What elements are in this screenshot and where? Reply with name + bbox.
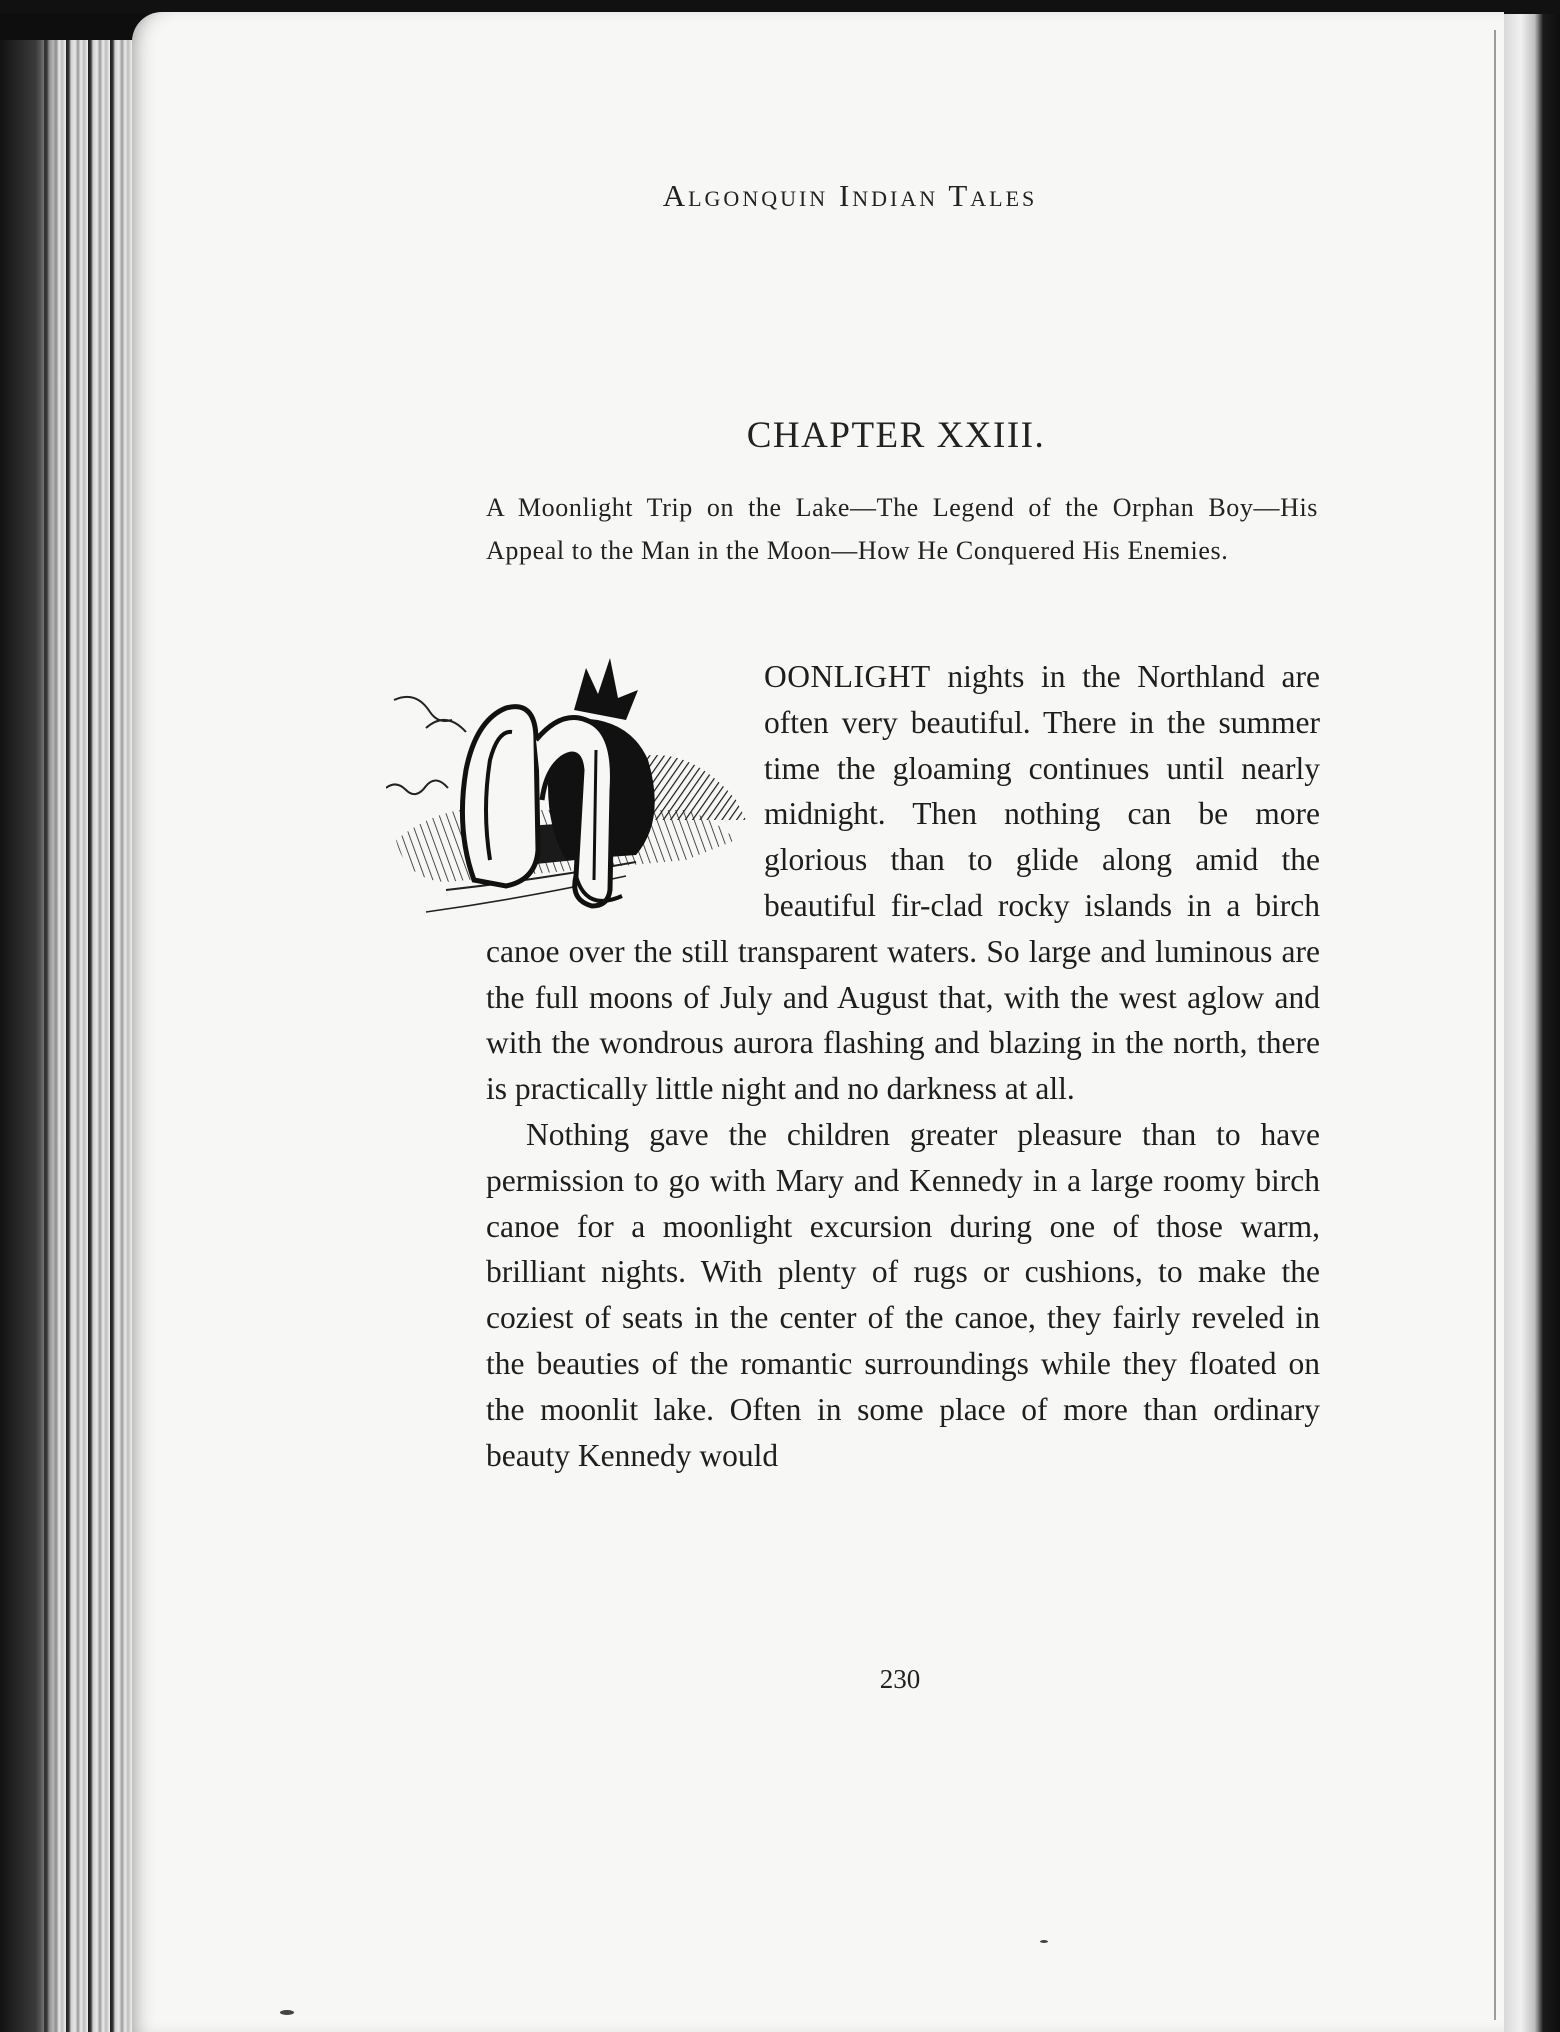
page-number: 230 <box>879 1664 921 1694</box>
chapter-title: CHAPTER XXIII. <box>746 415 1046 456</box>
binding-shadow <box>0 40 60 2032</box>
right-page-edge <box>1504 14 1560 2032</box>
paper-speck <box>1040 1940 1048 1943</box>
dropcap-illustration <box>386 650 756 928</box>
dropcap-m-icon <box>386 650 756 920</box>
dropcap-continuation: OONLIGHT <box>764 659 931 694</box>
paper-speck <box>280 2010 294 2015</box>
paragraph-2: Nothing gave the children greater pleasure than to have permission to go with Mary and Kennedy in a large roomy birch canoe for a moonlight excursion during one of those warm, brilliant nights. With plenty of rugs or cushions, to make the coziest of seats in the center of the canoe, they fairly reveled in the beauties of the romantic surroundings while they floated on the moonlit lake. Often in some place of more than ordinary beauty Kennedy would <box>486 1116 1320 1473</box>
body-text <box>486 654 1320 1478</box>
running-head: Algonquin Indian Tales <box>662 178 1038 213</box>
paragraph-1-text: nights in the Northland are often very beautiful. There in the summer time the gloaming continues until nearly midnight. Then nothing can be more glorious than to glide along amid the beautiful fir-clad rocky islands in a birch canoe over the still transparent waters. So large and luminous are the full moons of July and August that, with the west aglow and with the wondrous aurora flashing and blazing in the north, there is practically little night and no darkness at all. <box>486 659 1320 1107</box>
chapter-summary: A Moonlight Trip on the Lake—The Legend of the Orphan Boy—His Appeal to the Man in the Moon—How He Conquered His Enemies. <box>486 493 1318 565</box>
paragraph-1 <box>486 654 1320 1112</box>
page-edge-line <box>1494 30 1496 2020</box>
